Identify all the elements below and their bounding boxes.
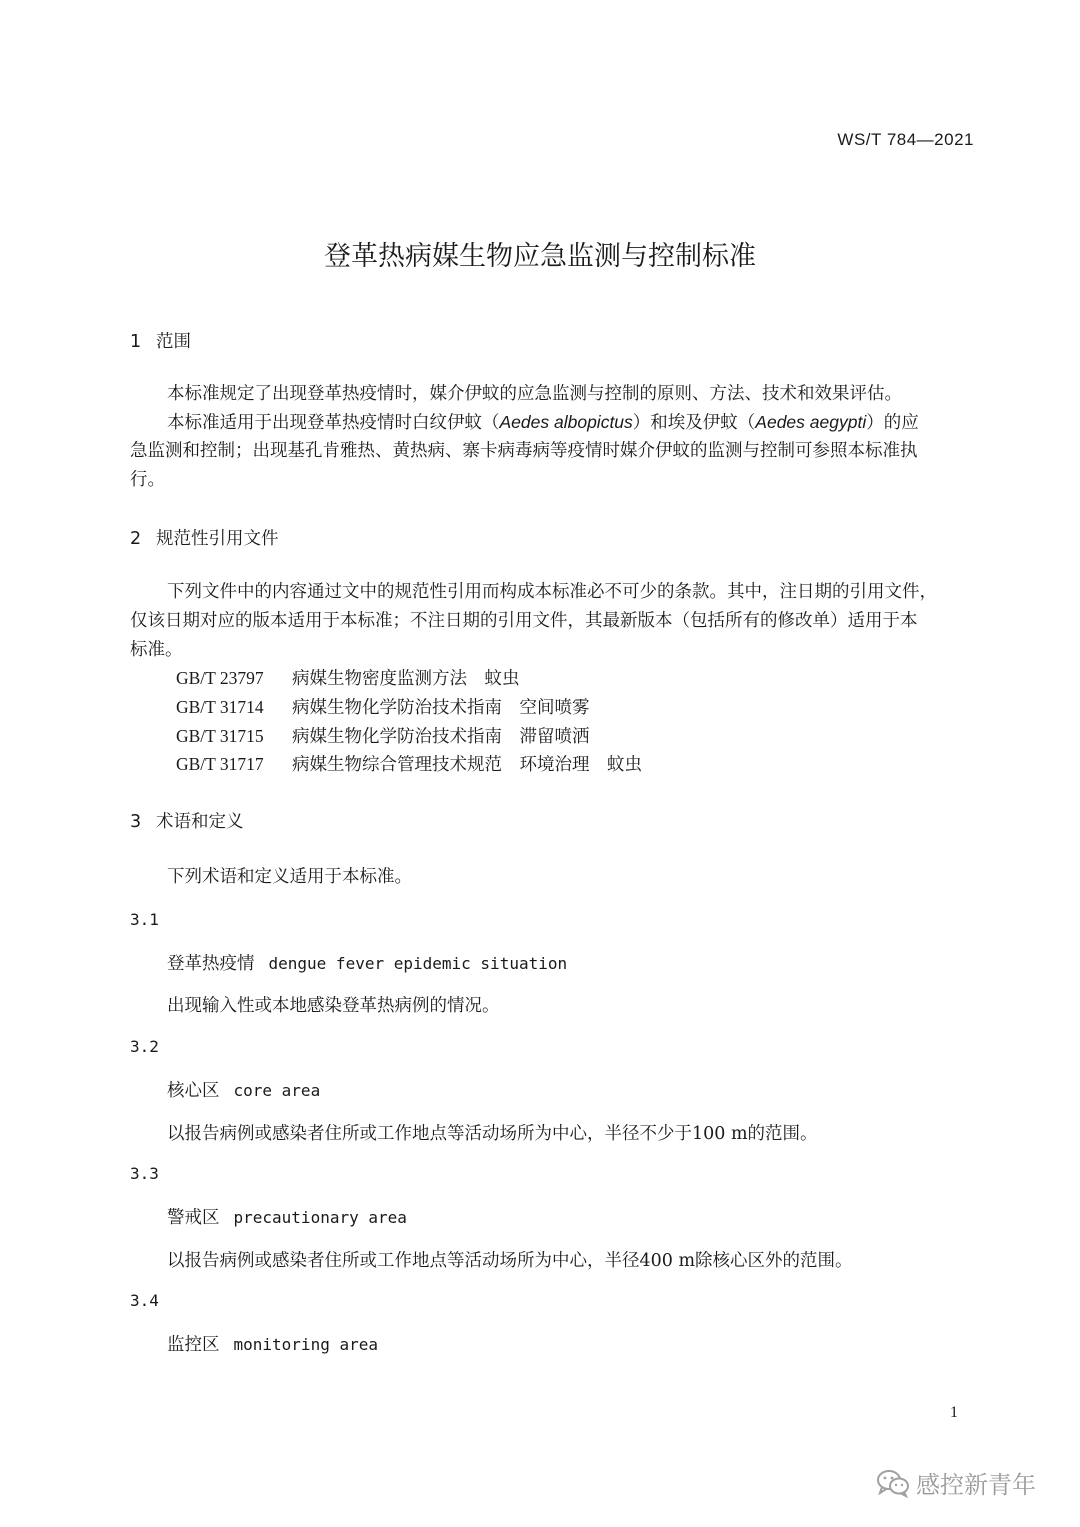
section-1-heading	[130, 328, 191, 353]
document-title: 登革热病媒生物应急监测与控制标准	[324, 241, 756, 272]
section-2-heading	[130, 525, 279, 550]
reference-item	[176, 694, 590, 719]
references-paragraph-line-3: 标准。	[130, 640, 183, 660]
term-english: core area	[233, 1081, 321, 1100]
reference-name: 病媒生物化学防治技术指南 空间喷雾	[292, 698, 590, 718]
term-number: 3.3	[130, 1164, 159, 1183]
term-number: 3.4	[130, 1291, 159, 1310]
term-chinese: 核心区	[167, 1081, 220, 1101]
term-definition: 以报告病例或感染者住所或工作地点等活动场所为中心，半径不少于100 m的范围。	[167, 1124, 818, 1144]
scope-paragraph-2-line-2: 急监测和控制；出现基孔肯雅热、黄热病、寨卡病毒病等疫情时媒介伊蚊的监测与控制可参照本标准执	[130, 441, 918, 461]
references-paragraph-line-2: 仅该日期对应的版本适用于本标准；不注日期的引用文件，其最新版本（包括所有的修改单）适用于本	[130, 611, 918, 631]
section-title: 术语和定义	[156, 812, 244, 832]
term-chinese: 监控区	[167, 1335, 220, 1355]
term-chinese: 登革热疫情	[167, 954, 255, 974]
text-span: 本标准适用于出现登革热疫情时白纹伊蚊（	[167, 413, 500, 433]
reference-item	[176, 665, 520, 690]
scope-paragraph-1: 本标准规定了出现登革热疫情时，媒介伊蚊的应急监测与控制的原则、方法、技术和效果评估。	[167, 384, 902, 404]
reference-item	[176, 751, 642, 776]
species-name: Aedes albopictus	[499, 412, 633, 432]
section-title: 范围	[156, 332, 191, 352]
page-number: 1	[950, 1404, 958, 1421]
term-english: precautionary area	[233, 1208, 407, 1227]
reference-code: GB/T 23797	[176, 668, 264, 688]
reference-code: GB/T 31714	[176, 697, 264, 717]
term-heading	[167, 950, 567, 975]
section-number: 2	[130, 529, 142, 549]
reference-name: 病媒生物综合管理技术规范 环境治理 蚊虫	[292, 755, 642, 775]
reference-name: 病媒生物化学防治技术指南 滞留喷洒	[292, 727, 590, 747]
text-span: ）的应	[866, 413, 919, 433]
standard-code: WS/T 784—2021	[837, 130, 974, 149]
references-paragraph-line-1: 下列文件中的内容通过文中的规范性引用而构成本标准必不可少的条款。其中，注日期的引用文件，	[167, 582, 937, 602]
section-number: 1	[130, 332, 142, 352]
term-definition: 出现输入性或本地感染登革热病例的情况。	[167, 996, 500, 1016]
watermark-text: 感控新青年	[916, 1471, 1036, 1499]
section-title: 规范性引用文件	[156, 529, 279, 549]
terms-intro: 下列术语和定义适用于本标准。	[167, 867, 412, 887]
term-heading	[167, 1204, 407, 1229]
section-number: 3	[130, 812, 142, 832]
term-definition: 以报告病例或感染者住所或工作地点等活动场所为中心，半径400 m除核心区外的范围。	[167, 1251, 853, 1271]
term-number: 3.1	[130, 910, 159, 929]
term-heading	[167, 1077, 320, 1102]
term-chinese: 警戒区	[167, 1208, 220, 1228]
reference-item	[176, 723, 590, 748]
species-name: Aedes aegypti	[755, 412, 867, 432]
term-heading	[167, 1331, 378, 1356]
reference-code: GB/T 31717	[176, 754, 264, 774]
term-number: 3.2	[130, 1037, 159, 1056]
scope-paragraph-2-line-1	[167, 408, 919, 438]
reference-name: 病媒生物密度监测方法 蚊虫	[292, 669, 520, 689]
text-span: ）和埃及伊蚊（	[632, 413, 756, 433]
scope-paragraph-2-line-3: 行。	[130, 470, 165, 490]
wechat-icon	[876, 1468, 910, 1498]
section-3-heading	[130, 808, 244, 833]
term-english: dengue fever epidemic situation	[268, 954, 568, 973]
reference-code: GB/T 31715	[176, 726, 264, 746]
watermark	[876, 1465, 1036, 1500]
term-english: monitoring area	[233, 1335, 378, 1354]
